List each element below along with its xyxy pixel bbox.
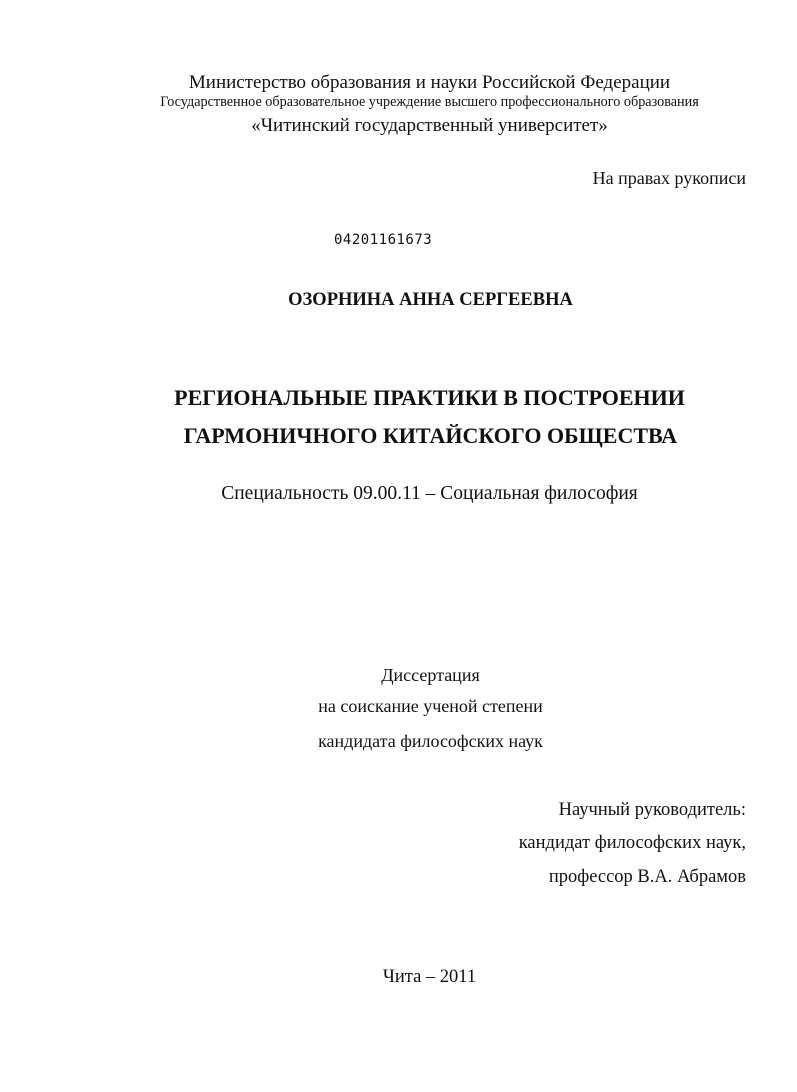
city-year: Чита – 2011 <box>382 967 477 987</box>
dissertation-label: Диссертация <box>381 665 480 685</box>
catalog-number: 04201161673 <box>334 232 433 248</box>
institution-type: Государственное образовательное учреждение высшего профессионального образования <box>160 94 699 110</box>
specialty: Специальность 09.00.11 – Социальная философия <box>221 483 638 504</box>
author-name: ОЗОРНИНА АННА СЕРГЕЕВНА <box>288 290 573 310</box>
dissertation-title-line-2: ГАРМОНИЧНОГО КИТАЙСКОГО ОБЩЕСТВА <box>183 423 678 448</box>
manuscript-note: На правах рукописи <box>592 168 746 188</box>
university-name: «Читинский государственный университет» <box>251 115 608 136</box>
supervisor-label: Научный руководитель: <box>558 800 746 820</box>
degree-purpose: на соискание ученой степени <box>318 696 543 716</box>
supervisor-name: профессор В.А. Абрамов <box>548 867 746 887</box>
supervisor-degree: кандидат философских наук, <box>518 833 746 853</box>
dissertation-title-line-1: РЕГИОНАЛЬНЫЕ ПРАКТИКИ В ПОСТРОЕНИИ <box>174 385 685 410</box>
ministry-name: Министерство образования и науки Российской Федерации <box>188 72 671 93</box>
degree-name: кандидата философских наук <box>318 731 543 751</box>
